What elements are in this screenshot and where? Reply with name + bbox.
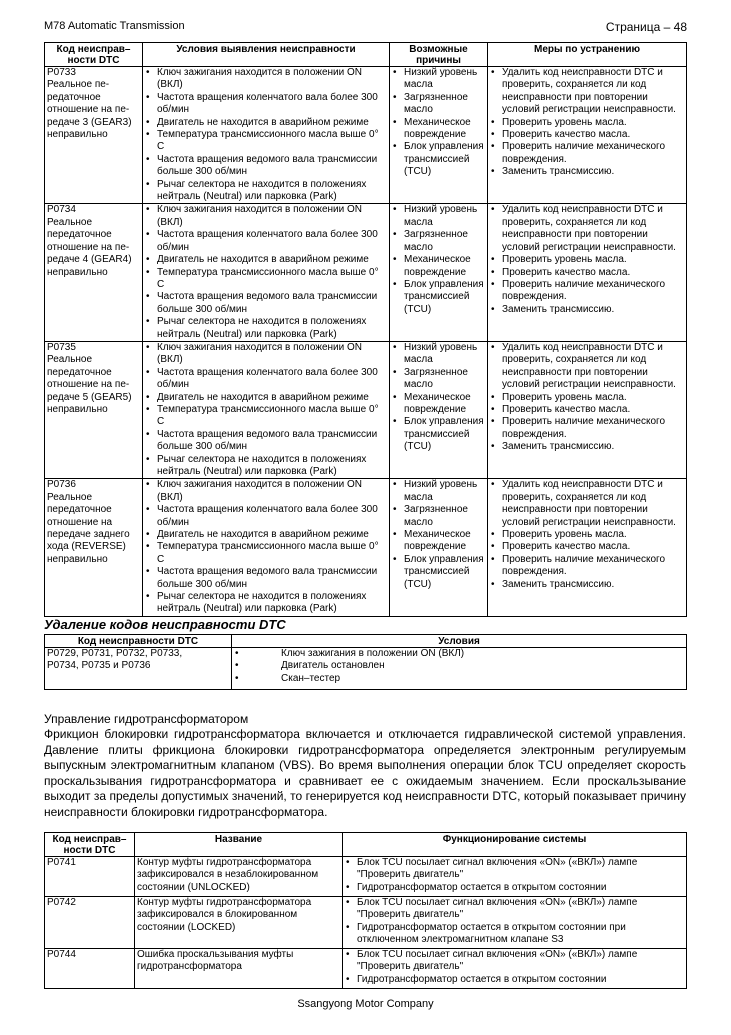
condition-item: • Ключ зажигания находится в положении ON (ВКЛ): [145, 479, 387, 504]
clear-dtc-table: [44, 634, 687, 690]
action-item: • Удалить код неисправности DTC и проверить, сохраняется ли код неисправности при повторении условий регистрации неисправности.: [490, 342, 684, 392]
cause-item: • Загрязненное масло: [392, 504, 485, 529]
function-item: • Блок TCU посылает сигнал включения «ON» («ВКЛ») лампе "Проверить двигатель": [345, 857, 684, 882]
action-item: • Заменить трансмиссию.: [490, 304, 684, 316]
condition-item: • Частота вращения коленчатого вала более 300 об/мин: [145, 367, 387, 392]
condition-item: • Рычаг селектора не находится в положениях нейтраль (Neutral) или парковка (Park): [145, 316, 387, 341]
dtc-desc-line: неправильно: [47, 129, 108, 141]
dtc-desc-line: отношение на: [47, 516, 113, 528]
cause-item: • Низкий уровень масла: [392, 204, 485, 229]
condition-item: • Температура трансмиссионного масла выше 0° C: [145, 541, 387, 566]
cause-item: • Механическое повреждение: [392, 117, 485, 142]
action-item: • Проверить качество масла.: [490, 267, 684, 279]
action-item: • Проверить уровень масла.: [490, 117, 684, 129]
condition-item: • Двигатель не находится в аварийном режиме: [145, 529, 387, 541]
condition-item: • Температура трансмиссионного масла выше 0° C: [145, 267, 387, 292]
causes-cell: [390, 204, 488, 341]
page-header: [44, 20, 687, 36]
table-row: [45, 857, 687, 897]
col-header-code: Код неисправ–ности DTC: [45, 43, 143, 67]
dtc-code-cell: [45, 479, 143, 616]
action-item: • Проверить качество масла.: [490, 129, 684, 141]
dtc-desc-line: Реальное пе-: [47, 79, 110, 91]
col-header-conditions: Условия выявления неисправности: [143, 43, 390, 67]
dtc-code: P0744: [45, 949, 135, 989]
dtc-desc-line: отношение на пе-: [47, 104, 130, 116]
condition-item: • Температура трансмиссионного масла выше 0° C: [145, 404, 387, 429]
action-item: • Заменить трансмиссию.: [490, 166, 684, 178]
condition-item: • Рычаг селектора не находится в положениях нейтраль (Neutral) или парковка (Park): [145, 591, 387, 616]
dtc-desc-line: редаточное: [47, 91, 101, 103]
dtc-code-cell: [45, 67, 143, 204]
clear-condition-text: Скан–тестер: [281, 672, 341, 684]
condition-item: • Частота вращения коленчатого вала более 300 об/мин: [145, 229, 387, 254]
condition-item: • Двигатель не находится в аварийном режиме: [145, 254, 387, 266]
table-row: [45, 648, 687, 690]
cause-item: • Загрязненное масло: [392, 367, 485, 392]
dtc-desc-line: редаче 4 (GEAR4): [47, 254, 132, 266]
action-item: • Проверить наличие механического повреждения.: [490, 279, 684, 304]
dtc-codes-cell: [45, 648, 232, 690]
table-row: [45, 341, 687, 478]
causes-cell: [390, 67, 488, 204]
dtc-desc-line: редаче 5 (GEAR5): [47, 391, 132, 403]
clear-condition-text: Ключ зажигания в положении ON (ВКЛ): [281, 648, 465, 659]
dtc-code: P0733: [47, 67, 76, 78]
col-header-name: Название: [135, 833, 343, 857]
condition-item: • Частота вращения ведомого вала трансмиссии больше 300 об/мин: [145, 566, 387, 591]
section-title-torque-converter: Управление гидротрансформатором: [44, 712, 249, 726]
condition-item: • Частота вращения коленчатого вала более 300 об/мин: [145, 504, 387, 529]
dtc-desc-line: отношение на пе-: [47, 379, 130, 391]
cause-item: • Механическое повреждение: [392, 254, 485, 279]
dtc-name: Контур муфты гидротрансформатора зафиксировался в блокированном состоянии (LOCKED): [135, 897, 343, 949]
conditions-cell: [143, 341, 390, 478]
clear-condition: [232, 648, 686, 660]
dtc-codes-line: P0734, P0735 и P0736: [47, 660, 151, 672]
dtc-desc-line: неправильно: [47, 553, 108, 565]
dtc-desc-line: Реальное: [47, 216, 93, 228]
condition-item: • Двигатель не находится в аварийном режиме: [145, 117, 387, 129]
condition-item: • Частота вращения ведомого вала трансмиссии больше 300 об/мин: [145, 291, 387, 316]
dtc-code: P0735: [47, 341, 76, 353]
actions-cell: [488, 67, 687, 204]
col-header-causes: Возможные причины: [390, 43, 488, 67]
torque-converter-dtc-table: [44, 832, 687, 989]
dtc-desc-line: передаточное: [47, 366, 112, 378]
condition-item: • Двигатель не находится в аварийном режиме: [145, 392, 387, 404]
clear-condition: [232, 673, 686, 685]
table-header-row: [45, 635, 687, 648]
action-item: • Проверить наличие механического повреждения.: [490, 141, 684, 166]
action-item: • Проверить наличие механического повреждения.: [490, 554, 684, 579]
col-header-actions: Меры по устранению: [488, 43, 687, 67]
dtc-desc-line: редаче 3 (GEAR3): [47, 116, 132, 128]
document-title: M78 Automatic Transmission: [44, 20, 185, 32]
conditions-cell: [143, 479, 390, 616]
table-row: [45, 897, 687, 949]
cause-item: • Блок управления трансмиссией (TCU): [392, 141, 485, 178]
function-item: • Гидротрансформатор остается в открытом состоянии: [345, 974, 684, 986]
action-item: • Проверить наличие механического повреждения.: [490, 416, 684, 441]
action-item: • Заменить трансмиссию.: [490, 441, 684, 453]
actions-cell: [488, 479, 687, 616]
cause-item: • Низкий уровень масла: [392, 67, 485, 92]
section-title-clear-dtc: Удаление кодов неисправности DTC: [44, 617, 286, 632]
cause-item: • Механическое повреждение: [392, 529, 485, 554]
clear-condition-text: Двигатель остановлен: [281, 660, 385, 672]
cause-item: • Блок управления трансмиссией (TCU): [392, 554, 485, 591]
actions-cell: [488, 204, 687, 341]
bullet: •: [235, 660, 239, 672]
function-item: • Гидротрансформатор остается в открытом состоянии при отключенном электромагнитном клапане S3: [345, 922, 684, 947]
dtc-desc-line: передаче заднего: [47, 529, 130, 541]
causes-cell: [390, 479, 488, 616]
dtc-desc-line: неправильно: [47, 403, 108, 415]
condition-item: • Частота вращения ведомого вала трансмиссии больше 300 об/мин: [145, 154, 387, 179]
function-item: • Блок TCU посылает сигнал включения «ON» («ВКЛ») лампе "Проверить двигатель": [345, 949, 684, 974]
condition-item: • Температура трансмиссионного масла выше 0° C: [145, 129, 387, 154]
dtc-code-cell: [45, 204, 143, 341]
torque-converter-paragraph: Фрикцион блокировки гидротрансформатора включается и отключается гидравлической системой управления. Давление плиты фрикциона блокировки гидротрансформатора определяется электронным регулируемым выпускным электромагнитным клапаном (VBS). Во время выполнения операции блок TCU определяет скорость проскальзывания гидротрансформатора и сравнивает ее с ожидаемым значением. Если проскальзывание выходит за пределы допустимых значений, то генерируется код неисправности DTC, который показывает причину неисправности блокировки гидротрансформатора.: [44, 727, 686, 819]
dtc-desc-line: передаточное: [47, 504, 112, 516]
condition-item: • Частота вращения ведомого вала трансмиссии больше 300 об/мин: [145, 429, 387, 454]
dtc-desc-line: Реальное: [47, 354, 93, 366]
col-header-code: Код неисправности DTC: [45, 635, 232, 648]
actions-cell: [488, 341, 687, 478]
dtc-code-cell: [45, 341, 143, 478]
page-number: Страница – 48: [605, 20, 687, 34]
action-item: • Проверить уровень масла.: [490, 392, 684, 404]
conditions-cell: [143, 204, 390, 341]
clear-conditions-cell: [232, 648, 687, 690]
action-item: • Проверить качество масла.: [490, 541, 684, 553]
table-header-row: [45, 43, 687, 67]
action-item: • Удалить код неисправности DTC и проверить, сохраняется ли код неисправности при повторении условий регистрации неисправности.: [490, 67, 684, 117]
dtc-gear-ratio-table: [44, 42, 687, 617]
cause-item: • Низкий уровень масла: [392, 342, 485, 367]
function-item: • Гидротрансформатор остается в открытом состоянии: [345, 882, 684, 894]
condition-item: • Рычаг селектора не находится в положениях нейтраль (Neutral) или парковка (Park): [145, 454, 387, 479]
function-cell: [343, 857, 687, 897]
cause-item: • Блок управления трансмиссией (TCU): [392, 279, 485, 316]
action-item: • Удалить код неисправности DTC и проверить, сохраняется ли код неисправности при повторении условий регистрации неисправности.: [490, 204, 684, 254]
table-row: [45, 67, 687, 204]
conditions-cell: [143, 67, 390, 204]
dtc-desc-line: хода (REVERSE): [47, 541, 126, 553]
causes-cell: [390, 341, 488, 478]
condition-item: • Ключ зажигания находится в положении ON (ВКЛ): [145, 204, 387, 229]
cause-item: • Механическое повреждение: [392, 392, 485, 417]
col-header-function: Функционирование системы: [343, 833, 687, 857]
dtc-code: P0734: [47, 204, 76, 216]
bullet: •: [235, 648, 239, 659]
dtc-codes-line: P0729, P0731, P0732, P0733,: [47, 648, 183, 659]
table-row: [45, 479, 687, 616]
action-item: • Заменить трансмиссию.: [490, 579, 684, 591]
table-row: [45, 204, 687, 341]
action-item: • Проверить уровень масла.: [490, 254, 684, 266]
table-row: [45, 949, 687, 989]
dtc-name: Контур муфты гидротрансформатора зафиксировался в незаблокированном состоянии (UNLOCKED): [135, 857, 343, 897]
action-item: • Проверить качество масла.: [490, 404, 684, 416]
dtc-code: P0736: [47, 479, 76, 491]
dtc-desc-line: отношение на пе-: [47, 241, 130, 253]
cause-item: • Низкий уровень масла: [392, 479, 485, 504]
cause-item: • Блок управления трансмиссией (TCU): [392, 416, 485, 453]
function-cell: [343, 949, 687, 989]
bullet: •: [235, 672, 239, 684]
cause-item: • Загрязненное масло: [392, 92, 485, 117]
function-cell: [343, 897, 687, 949]
cause-item: • Загрязненное масло: [392, 229, 485, 254]
dtc-code: P0742: [45, 897, 135, 949]
col-header-conditions: Условия: [232, 635, 687, 648]
condition-item: • Ключ зажигания находится в положении ON (ВКЛ): [145, 67, 387, 92]
action-item: • Удалить код неисправности DTC и проверить, сохраняется ли код неисправности при повторении условий регистрации неисправности.: [490, 479, 684, 529]
condition-item: • Ключ зажигания находится в положении ON (ВКЛ): [145, 342, 387, 367]
dtc-code: P0741: [45, 857, 135, 897]
condition-item: • Частота вращения коленчатого вала более 300 об/мин: [145, 92, 387, 117]
action-item: • Проверить уровень масла.: [490, 529, 684, 541]
dtc-desc-line: Реальное: [47, 491, 93, 503]
function-item: • Блок TCU посылает сигнал включения «ON» («ВКЛ») лампе "Проверить двигатель": [345, 897, 684, 922]
clear-condition: [232, 660, 686, 672]
page-footer: Ssangyong Motor Company: [297, 998, 434, 1010]
dtc-desc-line: передаточное: [47, 229, 112, 241]
dtc-desc-line: неправильно: [47, 266, 108, 278]
dtc-name: Ошибка проскальзывания муфты гидротрансформатора: [135, 949, 343, 989]
table-header-row: [45, 833, 687, 857]
col-header-code: Код неисправ–ности DTC: [45, 833, 135, 857]
condition-item: • Рычаг селектора не находится в положениях нейтраль (Neutral) или парковка (Park): [145, 179, 387, 204]
